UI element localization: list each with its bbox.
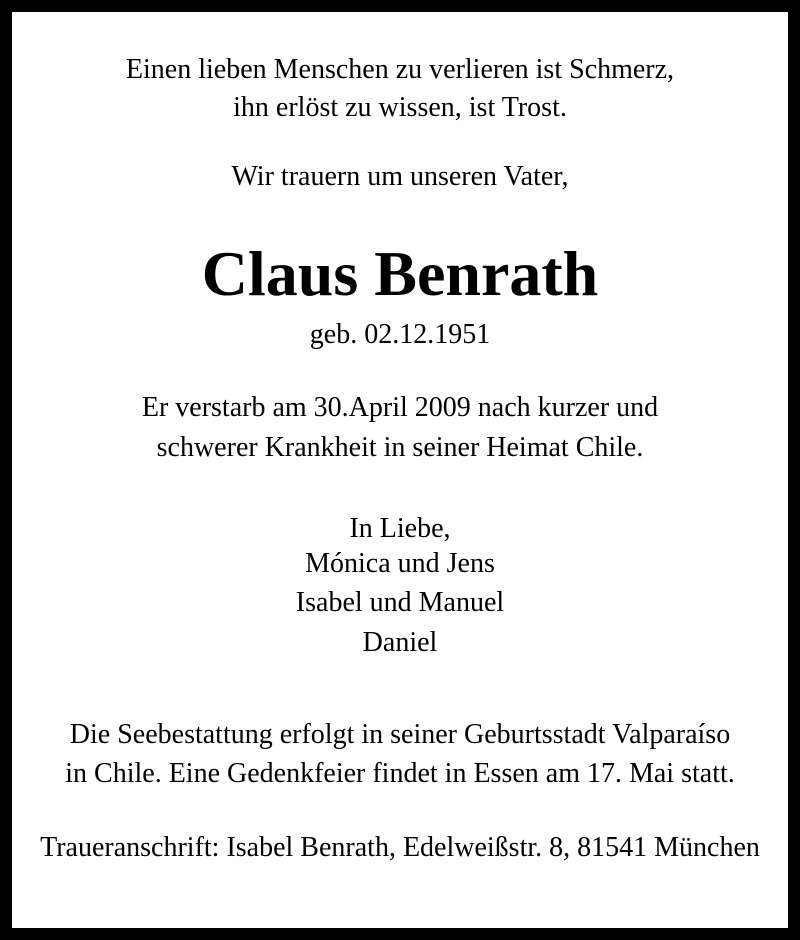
- death-line-1: Er verstarb am 30.April 2009 nach kurzer und: [141, 392, 659, 423]
- birth-date: geb. 02.12.1951: [309, 319, 491, 350]
- deceased-name: Claus Benrath: [201, 238, 599, 309]
- signoff-text: In Liebe,: [349, 513, 451, 544]
- quote-line-1: Einen lieben Menschen zu verlieren ist Schmerz,: [125, 54, 675, 85]
- funeral-line-2: in Chile. Eine Gedenkfeier findet in Essen am 17. Mai statt.: [65, 758, 735, 789]
- intro-text: Wir trauern um unseren Vater,: [231, 161, 569, 192]
- funeral-line-1: Die Seebestattung erfolgt in seiner Geburtsstadt Valparaíso: [69, 719, 731, 750]
- mourning-address: Traueranschrift: Isabel Benrath, Edelweißstr. 8, 81541 München: [40, 832, 760, 863]
- death-line-2: schwerer Krankheit in seiner Heimat Chile.: [156, 432, 644, 463]
- mourner-2: Isabel und Manuel: [295, 587, 505, 618]
- mourner-1: Mónica und Jens: [305, 548, 495, 579]
- mourner-3: Daniel: [362, 627, 438, 658]
- quote-line-2: ihn erlöst zu wissen, ist Trost.: [233, 92, 567, 123]
